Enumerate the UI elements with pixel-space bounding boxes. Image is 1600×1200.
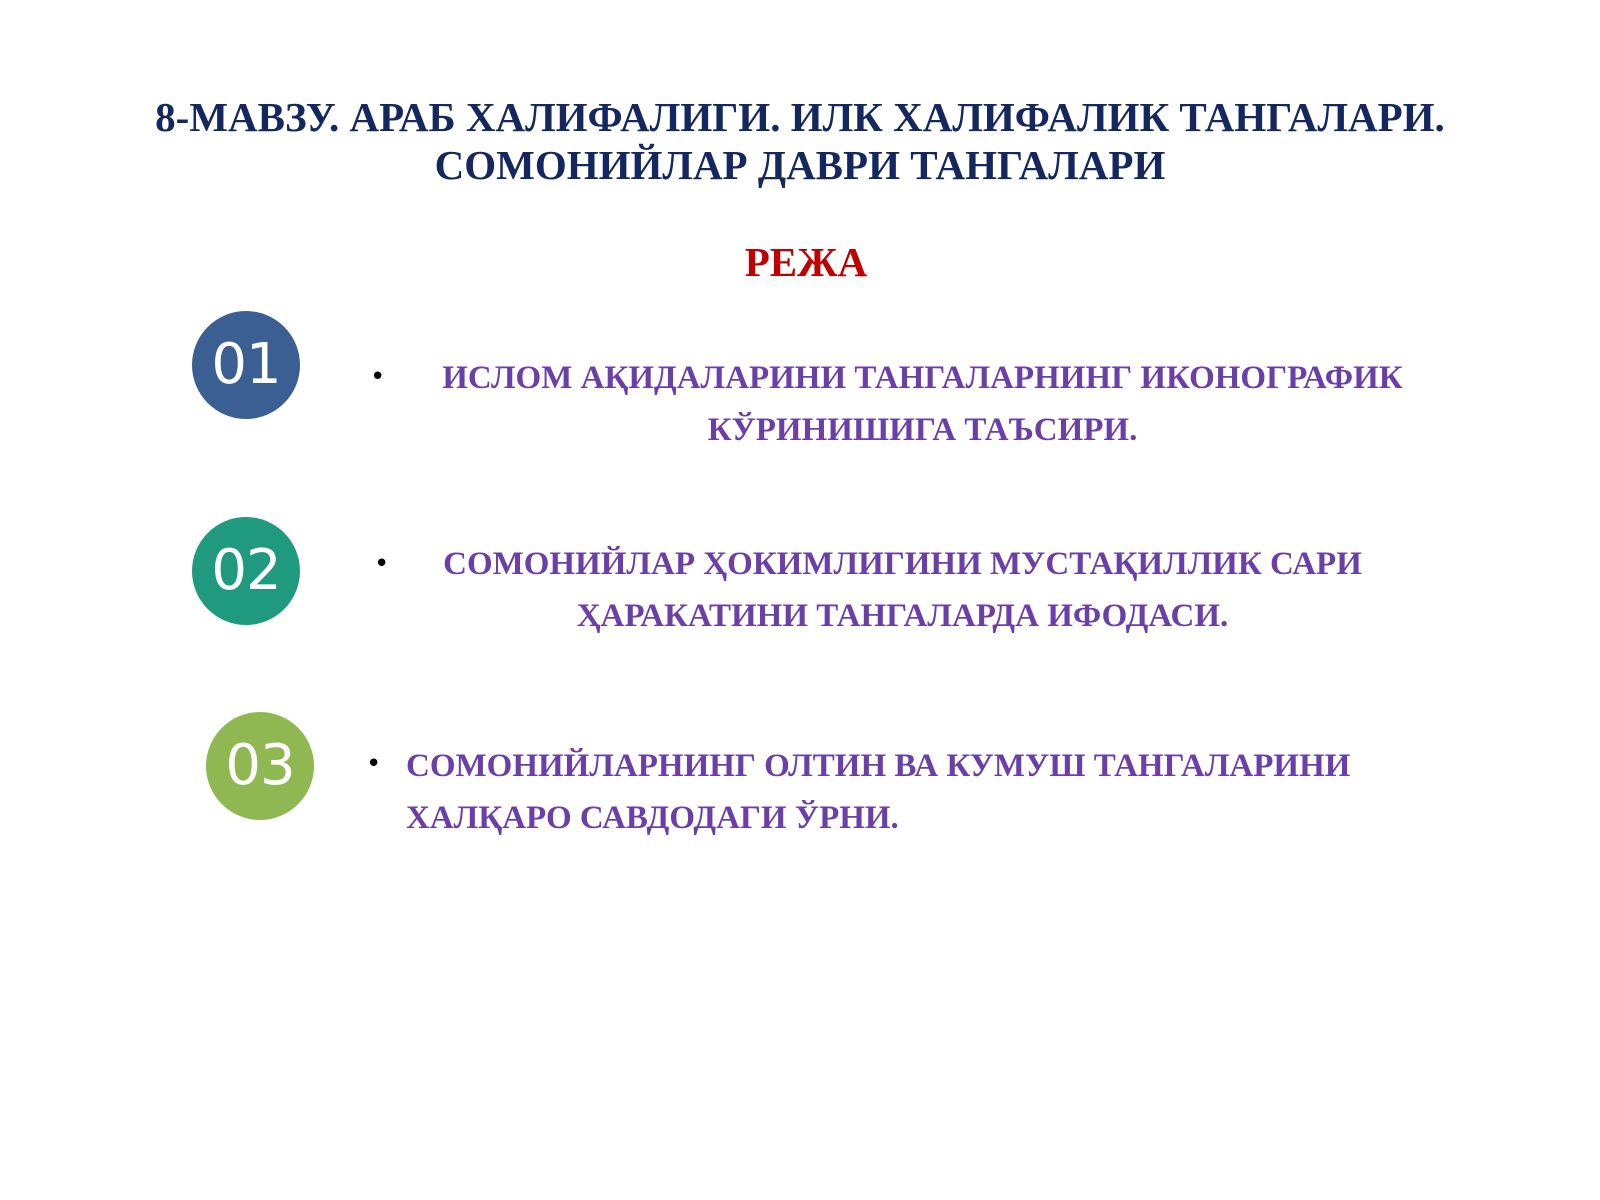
plan-item-1-line-2: КЎРИНИШИГА ТАЪСИРИ. <box>707 412 1138 448</box>
bullet-icon: • <box>366 749 382 779</box>
item-number-badge-02: 02 <box>192 517 300 625</box>
slide-title <box>60 93 1540 189</box>
plan-item-3 <box>406 740 1466 844</box>
bullet-icon: • <box>370 362 386 392</box>
plan-item-2 <box>405 538 1400 642</box>
plan-item-1-line-1: ИСЛОМ АҚИДАЛАРИНИ ТАНГАЛАРНИНГ ИКОНОГРАФИК <box>442 360 1403 396</box>
plan-item-3-line-2: ХАЛҚАРО САВДОДАГИ ЎРНИ. <box>406 800 899 836</box>
plan-item-3-line-1: СОМОНИЙЛАРНИНГ ОЛТИН ВА КУМУШ ТАНГАЛАРИНИ <box>406 748 1351 784</box>
bullet-icon: • <box>374 549 390 579</box>
item-number-badge-03: 03 <box>206 712 314 820</box>
slide-title-line-1: 8-МАВЗУ. АРАБ ХАЛИФАЛИГИ. ИЛК ХАЛИФАЛИК ТАНГАЛАРИ. <box>155 94 1445 140</box>
slide-title-line-2: СОМОНИЙЛАР ДАВРИ ТАНГАЛАРИ <box>434 142 1166 188</box>
plan-item-2-line-1: СОМОНИЙЛАР ҲОКИМЛИГИНИ МУСТАҚИЛЛИК САРИ <box>443 546 1362 582</box>
plan-item-1 <box>405 352 1440 456</box>
item-number-badge-01: 01 <box>192 311 300 419</box>
plan-item-2-line-2: ҲАРАКАТИНИ ТАНГАЛАРДА ИФОДАСИ. <box>576 598 1229 634</box>
plan-heading: РЕЖА <box>744 239 868 285</box>
